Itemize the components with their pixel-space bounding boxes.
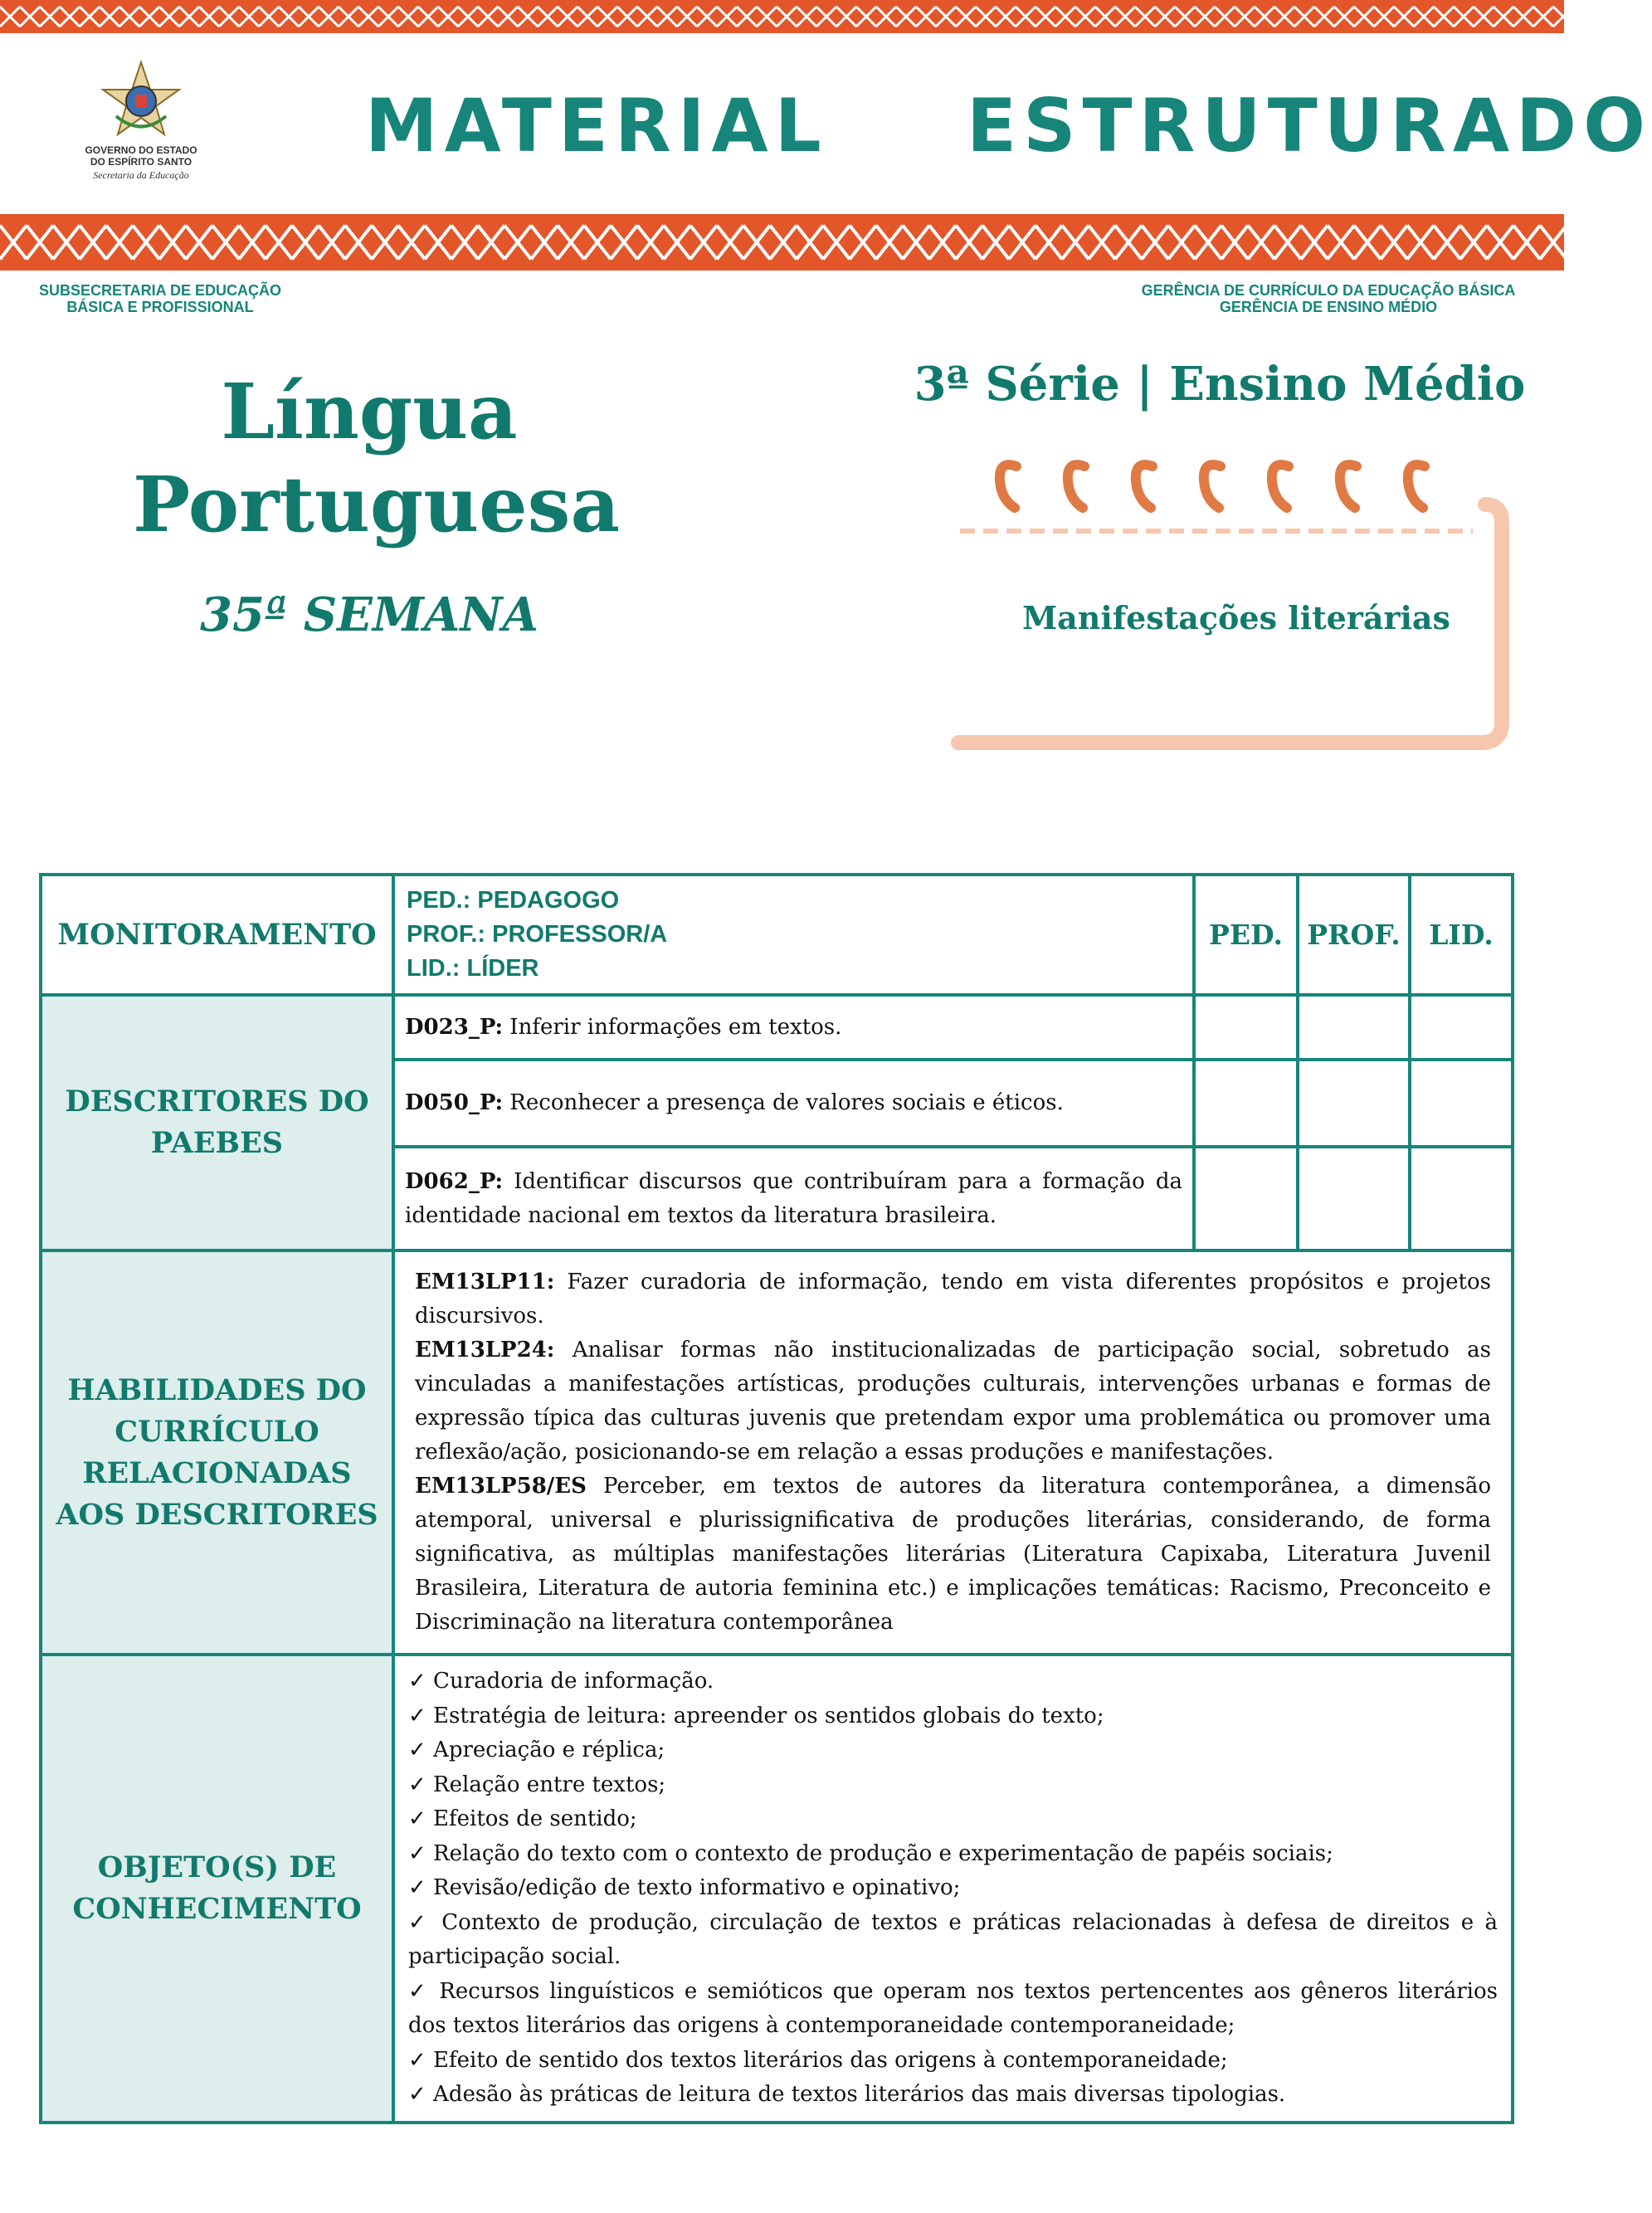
coat-of-arms-icon xyxy=(100,58,183,141)
object-item: ✓ Relação entre textos; xyxy=(408,1772,666,1797)
object-item: ✓ Revisão/edição de texto informativo e opinativo; xyxy=(408,1875,961,1900)
skill-text: Fazer curadoria de informação, tendo em vista diferentes propósitos e projetos discursivos. xyxy=(415,1270,1491,1328)
descriptors-label: DESCRITORES DO PAEBES xyxy=(41,995,393,1250)
skill-code: EM13LP58/ES xyxy=(415,1474,587,1499)
sub-left-line-1: SUBSECRETARIA DE EDUCAÇÃO xyxy=(38,282,282,299)
object-item: ✓ Efeito de sentido dos textos literários das origens à contemporaneidade; xyxy=(408,2047,1228,2073)
skills-label: HABILIDADES DO CURRÍCULO RELACIONADAS AOS DESCRITORES xyxy=(41,1250,393,1655)
descriptor-text: Inferir informações em textos. xyxy=(503,1014,842,1040)
grade-label: 3ª Série | Ensino Médio xyxy=(914,357,1526,412)
legend-lid: LID.: LÍDER xyxy=(407,955,539,982)
check-cell[interactable] xyxy=(1410,995,1513,1060)
descriptor-code: D050_P: xyxy=(405,1090,504,1115)
check-cell[interactable] xyxy=(1194,1147,1298,1250)
object-item: ✓ Contexto de produção, circulação de textos e práticas relacionadas à defesa de direitos e à participação social. xyxy=(408,1909,1498,1969)
subject-title xyxy=(133,365,621,551)
skill-text: Analisar formas não institucionalizadas de participação social, sobretudo as vinculadas a manifestações artísticas, produções culturais, intervenções urbanas e formas de expressão típica das culturas juvenis que pretendam expor uma problemática ou promover uma reflexão/ação, posicionando-se em relação a essas produções e manifestações. xyxy=(415,1338,1491,1465)
descriptor-text: Reconhecer a presença de valores sociais e éticos. xyxy=(503,1090,1064,1115)
objects-label: OBJETO(S) DE CONHECIMENTO xyxy=(41,1655,393,2123)
skill-text: Perceber, em textos de autores da literatura contemporânea, a dimensão atemporal, universal e plurissignificativa de produções literárias, considerando, de forma significativa, as múltiplas manifestações literárias (Literatura Capixaba, Literatura Juvenil Brasileira, Literatura de autoria feminina etc.) e implicações temáticas: Racismo, Preconceito e Discriminação na literatura contemporânea xyxy=(415,1474,1491,1635)
government-logo xyxy=(79,58,203,182)
descriptor-code: D062_P: xyxy=(405,1168,504,1194)
skill-item xyxy=(415,1265,1491,1333)
check-cell[interactable] xyxy=(1194,1060,1298,1147)
legend-ped: PED.: PEDAGOGO xyxy=(407,887,620,914)
gerencia-label xyxy=(1113,282,1544,315)
logo-line-1: GOVERNO DO ESTADO xyxy=(85,144,197,156)
check-cell[interactable] xyxy=(1298,1060,1410,1147)
skill-item xyxy=(415,1333,1491,1470)
sub-left-line-2: BÁSICA E PROFISSIONAL xyxy=(66,299,254,315)
object-item: ✓ Estratégia de leitura: apreender os sentidos globais do texto; xyxy=(408,1703,1104,1728)
skills-cell xyxy=(393,1250,1513,1655)
object-item: ✓ Relação do texto com o contexto de produção e experimentação de papéis sociais; xyxy=(408,1840,1333,1866)
sub-right-line-2: GERÊNCIA DE ENSINO MÉDIO xyxy=(1219,299,1438,315)
descriptor-row xyxy=(393,995,1194,1060)
objects-cell xyxy=(393,1655,1513,2123)
object-item: ✓ Apreciação e réplica; xyxy=(408,1738,665,1762)
check-header-prof: PROF. xyxy=(1298,875,1410,995)
check-cell[interactable] xyxy=(1410,1060,1513,1147)
check-cell[interactable] xyxy=(1194,995,1298,1060)
topic-label: Manifestações literárias xyxy=(1022,599,1450,636)
subsecretaria-label xyxy=(23,282,297,315)
check-cell[interactable] xyxy=(1410,1147,1513,1250)
legend-prof: PROF.: PROFESSOR/A xyxy=(407,921,668,948)
descriptor-text: Identificar discursos que contribuíram para a formação da identidade nacional em textos da literatura brasileira. xyxy=(405,1168,1182,1228)
check-cell[interactable] xyxy=(1298,995,1410,1060)
skill-code: EM13LP24: xyxy=(415,1338,555,1362)
banner-title xyxy=(365,83,1652,168)
object-item: ✓ Recursos linguísticos e semióticos que operam nos textos pertencentes aos gêneros literários dos textos literários das origens à contemporaneidade contemporaneidade; xyxy=(408,1978,1498,2038)
monitoring-label: MONITORAMENTO xyxy=(41,875,393,995)
check-cell[interactable] xyxy=(1298,1147,1410,1250)
subject-line-1: Língua xyxy=(221,367,518,456)
banner-word-2: ESTRUTURADO xyxy=(966,83,1652,168)
middle-pattern-band xyxy=(0,214,1564,271)
banner-word-1: MATERIAL xyxy=(365,83,828,168)
sub-right-line-1: GERÊNCIA DE CURRÍCULO DA EDUCAÇÃO BÁSICA xyxy=(1141,282,1516,299)
logo-line-3: Secretaria da Educação xyxy=(93,169,189,181)
descriptor-row xyxy=(393,1147,1194,1250)
descriptor-row xyxy=(393,1060,1194,1147)
check-header-lid: LID. xyxy=(1410,875,1513,995)
skill-code: EM13LP11: xyxy=(415,1270,555,1294)
top-pattern-band xyxy=(0,0,1564,33)
subject-line-2: Portuguesa xyxy=(133,460,621,549)
object-item: ✓ Curadoria de informação. xyxy=(408,1669,714,1694)
object-item: ✓ Efeitos de sentido; xyxy=(408,1806,637,1831)
object-item: ✓ Adesão às práticas de leitura de textos literários das mais diversas tipologias. xyxy=(408,2082,1286,2107)
skill-item xyxy=(415,1470,1491,1640)
week-label: 35ª SEMANA xyxy=(200,587,538,642)
monitoring-table xyxy=(39,873,1514,2124)
check-header-ped: PED. xyxy=(1194,875,1298,995)
descriptor-code: D023_P: xyxy=(405,1014,504,1040)
monitoring-legend xyxy=(393,875,1194,995)
logo-line-2: DO ESPÍRITO SANTO xyxy=(90,156,192,168)
